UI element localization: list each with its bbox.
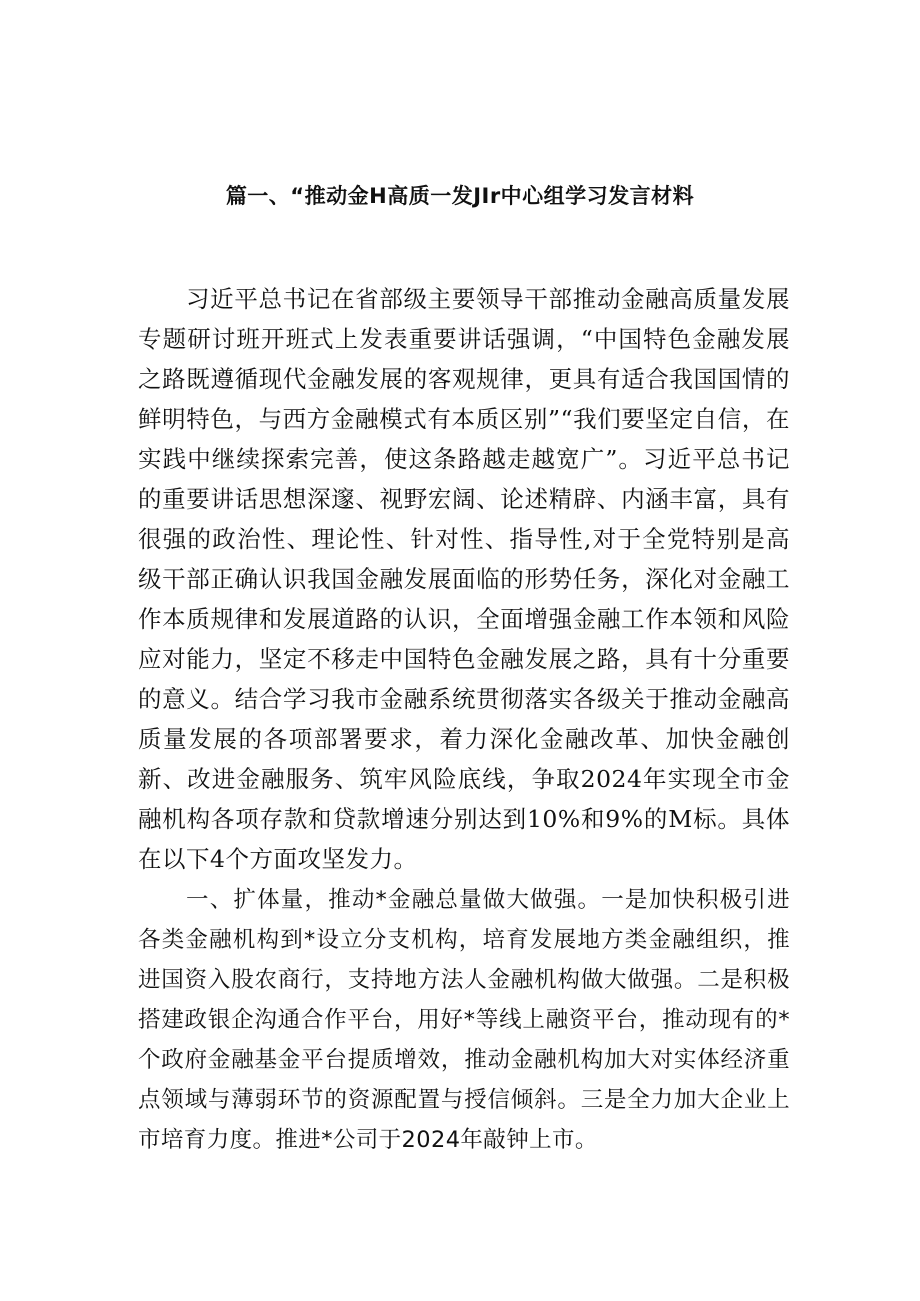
body-paragraph-intro: 习近平总书记在省部级主要领导干部推动金融高质量发展专题研讨班开班式上发表重要讲话强调，“中国特色金融发展之路既遵循现代金融发展的客观规律，更具有适合我国国情的鲜明特色，与西方金融模式有本质区别”“我们要坚定自信，在实践中继续探索完善，使这条路越走越宽广”。习近平总书记的重要讲话思想深邃、视野宏阔、论述精辟、内涵丰富，具有很强的政治性、理论性、针对性、指导性,对于全党特别是高级干部正确认识我国金融发展面临的形势任务，深化对金融工作本质规律和发展道路的认识，全面增强金融工作本领和风险应对能力，坚定不移走中国特色金融发展之路，具有十分重要的意义。结合学习我市金融系统贯彻落实各级关于推动金融高质量发展的各项部署要求，着力深化金融改革、加快金融创新、改进金融服务、筑牢风险底线，争取2024年实现全市金融机构各项存款和贷款增速分别达到10%和9%的M标。具体在以下4个方面攻坚发力。 [138,285,790,873]
body-paragraph-section-one: 一、扩体量，推动*金融总量做大做强。一是加快积极引进各类金融机构到*设立分支机构，培育发展地方类金融组织，推进国资入股农商行，支持地方法人金融机构做大做强。二是积极搭建政银企沟通合作平台，用好*等线上融资平台，推动现有的*个政府金融基金平台提质增效，推动金融机构加大对实体经济重点领域与薄弱环节的资源配置与授信倾斜。三是全力加大企业上市培育力度。推进*公司于2024年敲钟上市。 [138,887,790,1153]
document-title: 篇一、“推动金H高质一发JIr中心组学习发言材料 [225,184,695,208]
